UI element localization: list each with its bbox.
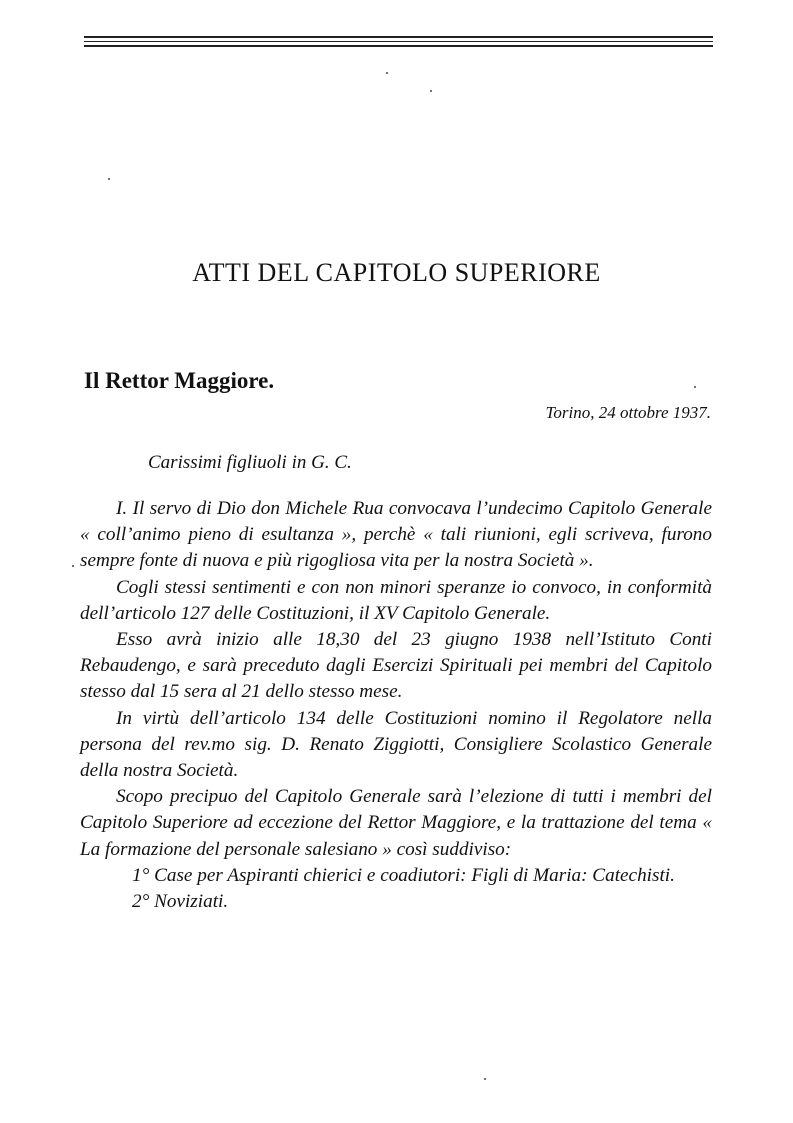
header-rule-top [84, 36, 713, 38]
section-heading: Il Rettor Maggiore. [84, 368, 275, 393]
scan-speck [108, 178, 110, 180]
scan-speck [694, 386, 696, 388]
header-rule-bottom [84, 45, 713, 47]
scan-speck [430, 90, 432, 92]
list-item-2: 2° Noviziati. [132, 891, 229, 913]
paragraph-regolatore: In virtù dell’articolo 134 delle Costituzioni nomino il Regolatore nella persona del rev.mo sig. D. Renato Ziggiotti, Consigliere Scolastico Generale della nostra Società. [80, 707, 712, 782]
letter-dateline: Torino, 24 ottobre 1937. [545, 403, 711, 422]
scan-speck [386, 72, 388, 74]
header-rule-middle [84, 41, 713, 42]
letter-salutation: Carissimi figliuoli in G. C. [148, 452, 352, 473]
scan-speck [72, 565, 74, 567]
paragraph-start-date: Esso avrà inizio alle 18,30 del 23 giugno 1938 nell’Istituto Conti Rebaudengo, e sarà preceduto dagli Esercizi Spirituali pei membri del Capitolo stesso dal 15 sera al 21 dello stesso mese. [80, 629, 712, 703]
paragraph-purpose: Scopo precipuo del Capitolo Generale sarà l’elezione di tutti i membri del Capitolo Superiore ad eccezione del Rettor Maggiore, e la trattazione del tema « La formazione del personale salesiano » così suddiviso: [80, 786, 712, 860]
letter-body [80, 496, 712, 915]
paragraph-convocation: I. Il servo di Dio don Michele Rua convocava l’undecimo Capitolo Generale « coll’animo pieno di esultanza », perchè « tali riunioni, egli scriveva, furono sempre fonte di nuova e più rigogliosa vita per la nostra Società ». [80, 498, 712, 572]
list-item-1: 1° Case per Aspiranti chierici e coadiutori: Figli di Maria: Catechisti. [132, 864, 675, 886]
scan-speck [484, 1078, 486, 1080]
page-title: ATTI DEL CAPITOLO SUPERIORE [192, 258, 601, 287]
paragraph-sentiments: Cogli stessi sentimenti e con non minori speranze io convoco, in conformità dell’articolo 127 delle Costituzioni, il XV Capitolo Generale. [80, 576, 712, 624]
